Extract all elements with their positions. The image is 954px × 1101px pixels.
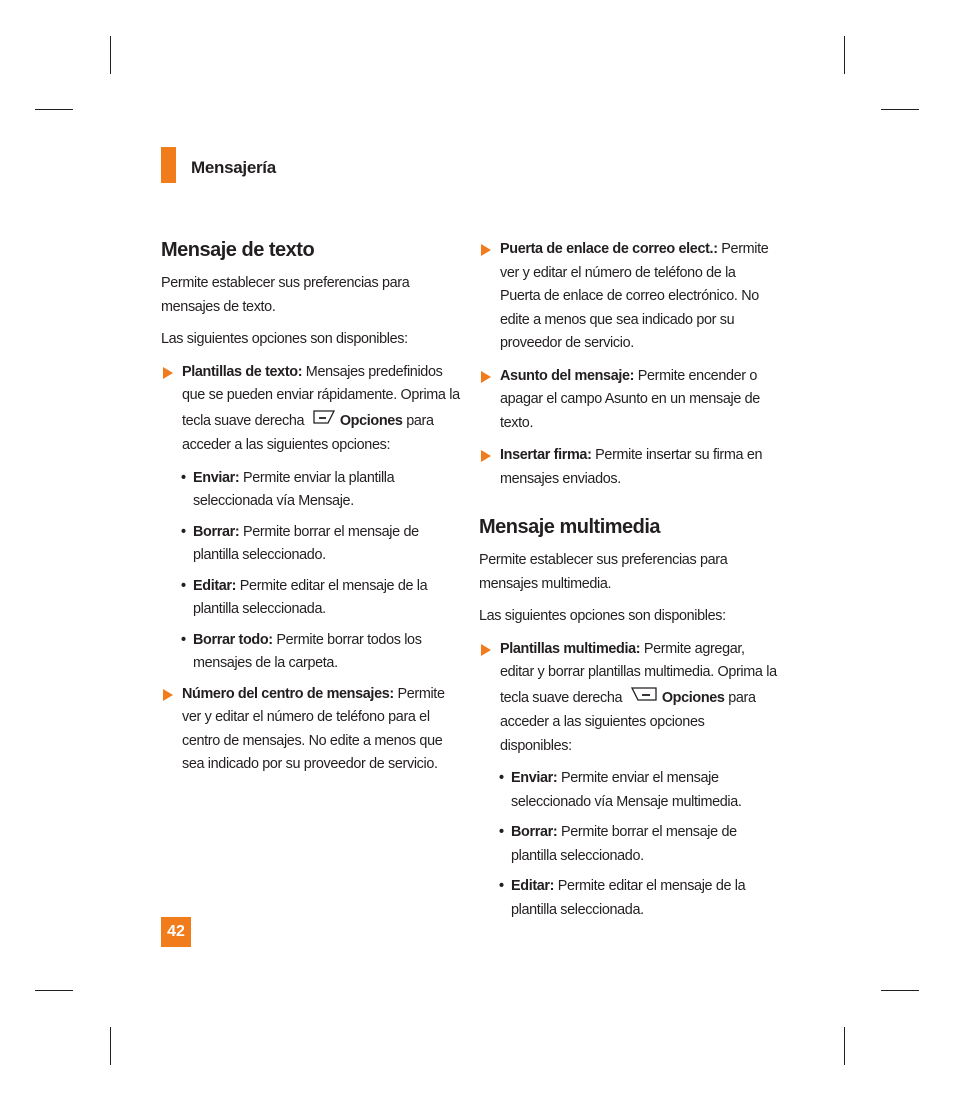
section-title: Mensajería [191, 158, 276, 177]
sub-text: Permite borrar el mensaje de plantilla seleccionado. [511, 824, 737, 864]
item-label: Insertar firma: [500, 447, 592, 463]
text-message-intro: Permite establecer sus preferencias para mensajes de texto. [161, 275, 410, 315]
bullet: • [499, 824, 504, 840]
sub-label: Enviar: [511, 770, 558, 786]
sub-text: Permite editar el mensaje de la plantilla seleccionada. [193, 577, 428, 617]
orange-triangle-bullet-icon [481, 371, 491, 383]
multimedia-heading: Mensaje multimedia [479, 516, 661, 538]
sub-text: Permite borrar el mensaje de plantilla seleccionado. [193, 523, 419, 563]
bullet: • [181, 469, 186, 486]
item-text: Permite insertar su firma en mensajes enviados. [500, 447, 763, 487]
sub-item-editar [161, 575, 461, 622]
orange-triangle-bullet-icon [481, 644, 491, 656]
opciones-label: Opciones [661, 689, 725, 706]
item-text: Permite agregar, editar y borrar plantillas multimedia. Oprima la tecla suave derecha [500, 640, 777, 706]
orange-triangle-bullet-icon [163, 367, 173, 379]
message-center-item [161, 683, 461, 777]
bullet: • [181, 577, 186, 594]
item-text: Permite ver y editar el número de teléfono para el centro de mensajes. No edite a menos que sea indicado por su proveedor de servicio. [182, 685, 445, 772]
message-subject-item [479, 365, 779, 436]
sub-label: Borrar: [193, 523, 240, 540]
item-text: Permite encender o apagar el campo Asunto en un mensaje de texto. [500, 367, 760, 431]
text-options-intro: Las siguientes opciones son disponibles: [161, 331, 408, 347]
sub-text: Permite enviar la plantilla seleccionada vía Mensaje. [193, 469, 395, 509]
email-gateway-item [479, 238, 779, 356]
sub-item-borrar [479, 821, 779, 868]
sub-item-enviar [479, 767, 779, 814]
orange-triangle-bullet-icon [481, 450, 491, 462]
text-templates-item [161, 361, 461, 458]
crop-mark [110, 36, 111, 74]
item-label: Plantillas de texto: [182, 363, 303, 380]
item-text: Mensajes predefinidos que se pueden enviar rápidamente. Oprima la tecla suave derecha [182, 363, 460, 429]
right-soft-key-icon [630, 685, 658, 712]
item-text: para acceder a las siguientes opciones disponibles: [500, 689, 756, 754]
sub-text: Permite borrar todos los mensajes de la carpeta. [193, 631, 422, 671]
text-message-heading: Mensaje de texto [161, 239, 315, 261]
left-column [161, 236, 461, 786]
crop-mark [844, 1027, 845, 1065]
sub-item-borrar-todo [161, 629, 461, 676]
bullet: • [181, 631, 186, 648]
section-marker [161, 147, 176, 183]
orange-triangle-bullet-icon [163, 689, 173, 701]
page-number: 42 [161, 917, 191, 947]
sub-label: Borrar todo: [193, 631, 273, 648]
crop-mark [881, 990, 919, 991]
orange-triangle-bullet-icon [481, 244, 491, 256]
crop-mark [35, 990, 73, 991]
sub-label: Borrar: [511, 824, 558, 840]
sub-text: Permite enviar el mensaje seleccionado vía Mensaje multimedia. [511, 770, 742, 810]
sub-label: Editar: [193, 577, 237, 594]
sub-item-enviar [161, 467, 461, 514]
right-column [479, 238, 779, 929]
sub-label: Enviar: [193, 469, 240, 486]
multimedia-intro: Permite establecer sus preferencias para mensajes multimedia. [479, 552, 728, 592]
item-text: para acceder a las siguientes opciones: [182, 412, 434, 453]
sub-label: Editar: [511, 878, 555, 894]
multimedia-templates-item [479, 638, 779, 759]
insert-signature-item [479, 444, 779, 491]
bullet: • [499, 770, 504, 786]
sub-text: Permite editar el mensaje de la plantilla seleccionada. [511, 878, 746, 918]
crop-mark [881, 109, 919, 110]
crop-mark [110, 1027, 111, 1065]
item-label: Número del centro de mensajes: [182, 685, 394, 702]
sub-item-borrar [161, 521, 461, 568]
crop-mark [35, 109, 73, 110]
item-label: Plantillas multimedia: [500, 640, 641, 657]
item-label: Puerta de enlace de correo elect.: [500, 241, 718, 257]
right-soft-key-icon [312, 408, 336, 435]
crop-mark [844, 36, 845, 74]
bullet: • [181, 523, 186, 540]
bullet: • [499, 878, 504, 894]
item-label: Asunto del mensaje: [500, 367, 635, 384]
sub-item-editar [479, 875, 779, 922]
opciones-label: Opciones [339, 412, 403, 429]
multimedia-options-intro: Las siguientes opciones son disponibles: [479, 608, 726, 624]
item-text: Permite ver y editar el número de teléfono de la Puerta de enlace de correo electrónico. No edite a menos que sea indicado por su proveedor de servicio. [500, 241, 769, 351]
